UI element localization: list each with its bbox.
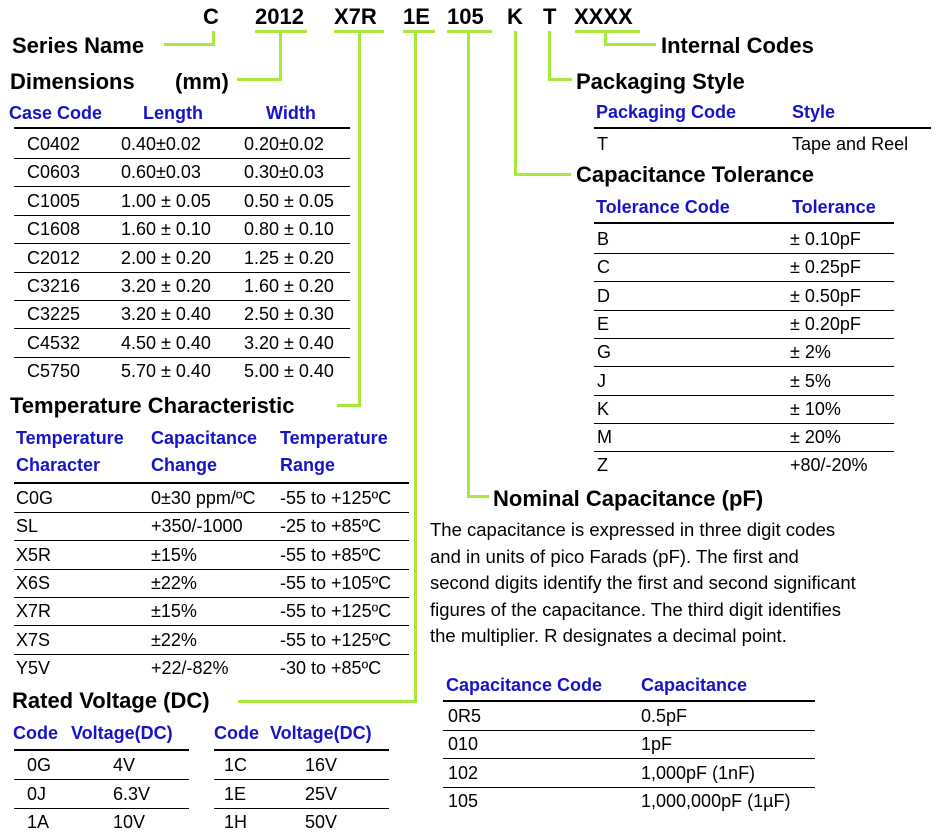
tol-cell-tolerance: ± 0.20pF <box>790 313 861 334</box>
tol-row-divider <box>594 395 894 396</box>
dim-header-case-code: Case Code <box>9 103 103 123</box>
volt-cell-voltage: 6.3V <box>113 783 151 804</box>
tol-row-divider <box>594 281 894 282</box>
temp-cell-character: SL <box>16 516 39 537</box>
temp-cell-change: ±15% <box>151 601 197 622</box>
leader-temperature-v <box>358 30 361 407</box>
tol-cell-tolerance: ± 20% <box>790 427 841 448</box>
heading-packaging-style: Packaging Style <box>576 69 745 94</box>
leader-dimension-v <box>279 30 282 81</box>
dim-row-divider <box>14 158 350 159</box>
cap-row-divider <box>443 787 815 788</box>
dim-cell-width: 3.20 ± 0.40 <box>244 332 334 353</box>
temp-header-temp-range-2: Range <box>280 455 336 475</box>
code-dimension: 2012 <box>255 4 304 29</box>
tol-header-tolerance: Tolerance <box>792 197 876 217</box>
volt-cell-code: 1C <box>224 755 248 775</box>
volt-header-voltage-left: Voltage(DC) <box>71 723 173 743</box>
dim-cell-width: 0.20±0.02 <box>244 134 324 154</box>
tol-cell-code: J <box>597 370 606 391</box>
temp-cell-character: X7S <box>16 629 51 650</box>
dim-cell-case-code: C3216 <box>27 276 81 296</box>
dim-cell-case-code: C5750 <box>27 361 81 382</box>
tol-cell-code: B <box>597 229 610 249</box>
dim-cell-length: 1.00 ± 0.05 <box>121 190 211 211</box>
capacitance-description <box>430 517 935 650</box>
temp-cell-range: -25 to +85ºC <box>280 516 382 537</box>
dim-header-length: Length <box>143 103 203 123</box>
volt-header-code-left: Code <box>13 723 58 743</box>
leader-voltage-top <box>403 30 435 33</box>
dim-cell-case-code: C1608 <box>27 219 81 240</box>
description-line: and in units of pico Farads (pF). The first and <box>430 545 799 567</box>
temp-cell-character: X7R <box>16 601 52 622</box>
temp-row-divider <box>14 625 409 626</box>
tol-cell-tolerance: ± 0.25pF <box>790 257 861 278</box>
dim-cell-width: 2.50 ± 0.30 <box>244 304 334 325</box>
dim-cell-length: 3.20 ± 0.40 <box>121 304 211 325</box>
cap-cell-capacitance: 1,000pF (1nF) <box>641 762 756 783</box>
code-packaging: T <box>543 4 557 29</box>
volt-row-divider <box>214 779 389 780</box>
dim-cell-width: 1.60 ± 0.20 <box>244 276 334 296</box>
code-tolerance: K <box>507 4 523 29</box>
tol-cell-code: Z <box>597 455 608 476</box>
leader-series-h <box>164 43 215 46</box>
volt-cell-voltage: 25V <box>305 783 338 804</box>
tol-cell-tolerance: ± 0.10pF <box>790 229 861 249</box>
pkg-header-code: Packaging Code <box>596 102 737 122</box>
tol-cell-code: D <box>597 285 610 306</box>
temp-header-rule <box>14 482 409 484</box>
volt-header-rule-left <box>14 749 189 751</box>
description-line: second digits identify the first and second significant <box>430 572 856 593</box>
leader-packaging-h <box>548 78 572 81</box>
dim-cell-case-code: C2012 <box>27 247 81 268</box>
cap-row-divider <box>443 758 815 759</box>
tol-cell-code: G <box>597 342 612 363</box>
dim-row-divider <box>14 300 350 301</box>
pkg-header-style: Style <box>792 102 836 122</box>
temp-row-divider <box>14 540 409 541</box>
leader-internal-h <box>604 43 656 46</box>
tol-row-divider <box>594 253 894 254</box>
pkg-row-style: Tape and Reel <box>792 134 909 154</box>
tol-cell-code: M <box>597 427 612 448</box>
heading-capacitance-tolerance: Capacitance Tolerance <box>576 162 815 187</box>
heading-series-name: Series Name <box>12 33 145 58</box>
temp-cell-change: 0±30 ppm/ºC <box>151 488 256 508</box>
temp-cell-change: ±22% <box>151 572 197 593</box>
temp-header-temp-character-2: Character <box>16 455 101 475</box>
leader-dimension-h <box>237 78 282 81</box>
tol-row-divider <box>594 310 894 311</box>
cap-cell-code: 0R5 <box>448 706 482 726</box>
temp-row-divider <box>14 597 409 598</box>
temp-cell-character: C0G <box>16 488 54 508</box>
cap-cell-code: 010 <box>448 734 479 755</box>
temp-row-divider <box>14 654 409 655</box>
tol-row-divider <box>594 451 894 452</box>
temp-row-divider <box>14 512 409 513</box>
tol-row-divider <box>594 366 894 367</box>
temp-cell-change: ±15% <box>151 544 197 565</box>
heading-rated-voltage: Rated Voltage (DC) <box>12 688 210 713</box>
volt-cell-code: 1E <box>224 783 247 804</box>
volt-row-divider <box>14 808 189 809</box>
temp-cell-change: ±22% <box>151 629 197 650</box>
dim-cell-length: 3.20 ± 0.20 <box>121 276 211 296</box>
volt-cell-voltage: 10V <box>113 812 146 832</box>
volt-row-divider <box>14 779 189 780</box>
cap-cell-capacitance: 1,000,000pF (1µF) <box>641 790 791 811</box>
volt-header-code-right: Code <box>214 723 259 743</box>
pkg-header-rule <box>594 127 931 129</box>
dim-row-divider <box>14 186 350 187</box>
cap-cell-code: 105 <box>448 790 479 811</box>
dim-cell-length: 0.60±0.03 <box>121 162 201 183</box>
temp-header-cap-change-2: Change <box>151 455 218 475</box>
dim-cell-length: 0.40±0.02 <box>121 134 201 154</box>
dim-cell-width: 1.25 ± 0.20 <box>244 247 334 268</box>
volt-cell-voltage: 50V <box>305 812 338 832</box>
volt-header-voltage-right: Voltage(DC) <box>270 723 372 743</box>
dim-cell-case-code: C4532 <box>27 332 81 353</box>
cap-header-capacitance: Capacitance <box>641 675 748 695</box>
tol-cell-tolerance: ± 0.50pF <box>790 285 861 306</box>
code-series: C <box>203 4 219 29</box>
temp-cell-character: Y5V <box>16 657 51 678</box>
code-capacitance: 105 <box>447 4 484 29</box>
volt-header-rule-right <box>214 749 389 751</box>
volt-cell-code: 1A <box>27 812 50 832</box>
volt-cell-code: 1H <box>224 812 248 832</box>
dim-cell-length: 4.50 ± 0.40 <box>121 332 211 353</box>
temp-cell-range: -55 to +125ºC <box>280 601 392 622</box>
temp-cell-range: -55 to +105ºC <box>280 572 392 593</box>
volt-row-divider <box>214 808 389 809</box>
dim-cell-case-code: C0402 <box>27 134 81 154</box>
dim-header-rule <box>14 127 350 129</box>
heading-dimensions-unit: (mm) <box>175 69 229 94</box>
temp-cell-character: X6S <box>16 572 51 593</box>
dim-cell-length: 1.60 ± 0.10 <box>121 219 211 240</box>
tol-row-divider <box>594 423 894 424</box>
dim-row-divider <box>14 357 350 358</box>
leader-tolerance-h <box>514 173 571 176</box>
heading-nominal-capacitance: Nominal Capacitance (pF) <box>493 486 764 511</box>
temp-cell-range: -55 to +85ºC <box>280 544 382 565</box>
heading-temperature-characteristic: Temperature Characteristic <box>10 393 295 418</box>
cap-header-code: Capacitance Code <box>446 675 603 695</box>
leader-tolerance-v <box>514 31 517 176</box>
temp-cell-change: +22/-82% <box>151 657 229 678</box>
tol-cell-tolerance: +80/-20% <box>790 455 868 476</box>
volt-cell-code: 0J <box>27 783 47 804</box>
pkg-row-code: T <box>597 134 608 154</box>
dim-header-width: Width <box>266 103 316 123</box>
temp-cell-change: +350/-1000 <box>151 516 243 537</box>
cap-row-divider <box>443 730 815 731</box>
dim-cell-width: 0.50 ± 0.05 <box>244 190 334 211</box>
cap-cell-capacitance: 1pF <box>641 734 673 755</box>
tol-cell-code: C <box>597 257 610 278</box>
volt-cell-voltage: 4V <box>113 755 136 775</box>
description-line: the multiplier. R designates a decimal point. <box>430 625 787 646</box>
cap-header-rule <box>443 700 815 702</box>
cap-cell-capacitance: 0.5pF <box>641 706 688 726</box>
heading-dimensions: Dimensions <box>10 69 135 94</box>
dim-cell-case-code: C0603 <box>27 162 81 183</box>
heading-internal-codes: Internal Codes <box>661 33 814 58</box>
volt-cell-code: 0G <box>27 755 52 775</box>
dim-row-divider <box>14 328 350 329</box>
dim-cell-width: 5.00 ± 0.40 <box>244 361 334 382</box>
dim-row-divider <box>14 243 350 244</box>
dim-row-divider <box>14 272 350 273</box>
cap-cell-code: 102 <box>448 762 479 783</box>
dim-cell-length: 5.70 ± 0.40 <box>121 361 211 382</box>
tol-cell-code: E <box>597 313 610 334</box>
tol-cell-tolerance: ± 10% <box>790 398 841 419</box>
description-line: The capacitance is expressed in three digit codes <box>430 519 836 540</box>
code-voltage: 1E <box>403 4 430 29</box>
dim-cell-width: 0.30±0.03 <box>244 162 324 183</box>
tol-cell-tolerance: ± 5% <box>790 370 831 391</box>
code-internal: XXXX <box>574 4 633 29</box>
leader-voltage-v <box>414 30 417 703</box>
temp-cell-range: -55 to +125ºC <box>280 488 392 508</box>
temp-cell-range: -30 to +85ºC <box>280 657 382 678</box>
leader-voltage-h <box>238 700 417 703</box>
temp-cell-range: -55 to +125ºC <box>280 629 392 650</box>
temp-cell-character: X5R <box>16 544 52 565</box>
dim-cell-length: 2.00 ± 0.20 <box>121 247 211 268</box>
leader-capacitance-h <box>467 495 489 498</box>
dim-cell-width: 0.80 ± 0.10 <box>244 219 334 240</box>
temp-header-cap-change-1: Capacitance <box>151 428 258 448</box>
temp-row-divider <box>14 569 409 570</box>
tol-header-rule <box>594 222 894 224</box>
leader-packaging-v <box>548 31 551 81</box>
leader-temperature-h <box>337 404 361 407</box>
tol-row-divider <box>594 338 894 339</box>
tol-header-code: Tolerance Code <box>596 197 730 217</box>
tol-cell-code: K <box>597 398 610 419</box>
tol-cell-tolerance: ± 2% <box>790 342 831 363</box>
temp-header-temp-range-1: Temperature <box>280 428 388 448</box>
leader-internal-top <box>575 30 640 33</box>
dim-cell-case-code: C1005 <box>27 190 81 211</box>
leader-capacitance-v <box>467 30 470 498</box>
temp-header-temp-character-1: Temperature <box>16 428 124 448</box>
description-line: figures of the capacitance. The third digit identifies <box>430 598 842 620</box>
dim-row-divider <box>14 215 350 216</box>
volt-cell-voltage: 16V <box>305 755 338 775</box>
code-temperature: X7R <box>334 4 377 29</box>
dim-cell-case-code: C3225 <box>27 304 81 325</box>
